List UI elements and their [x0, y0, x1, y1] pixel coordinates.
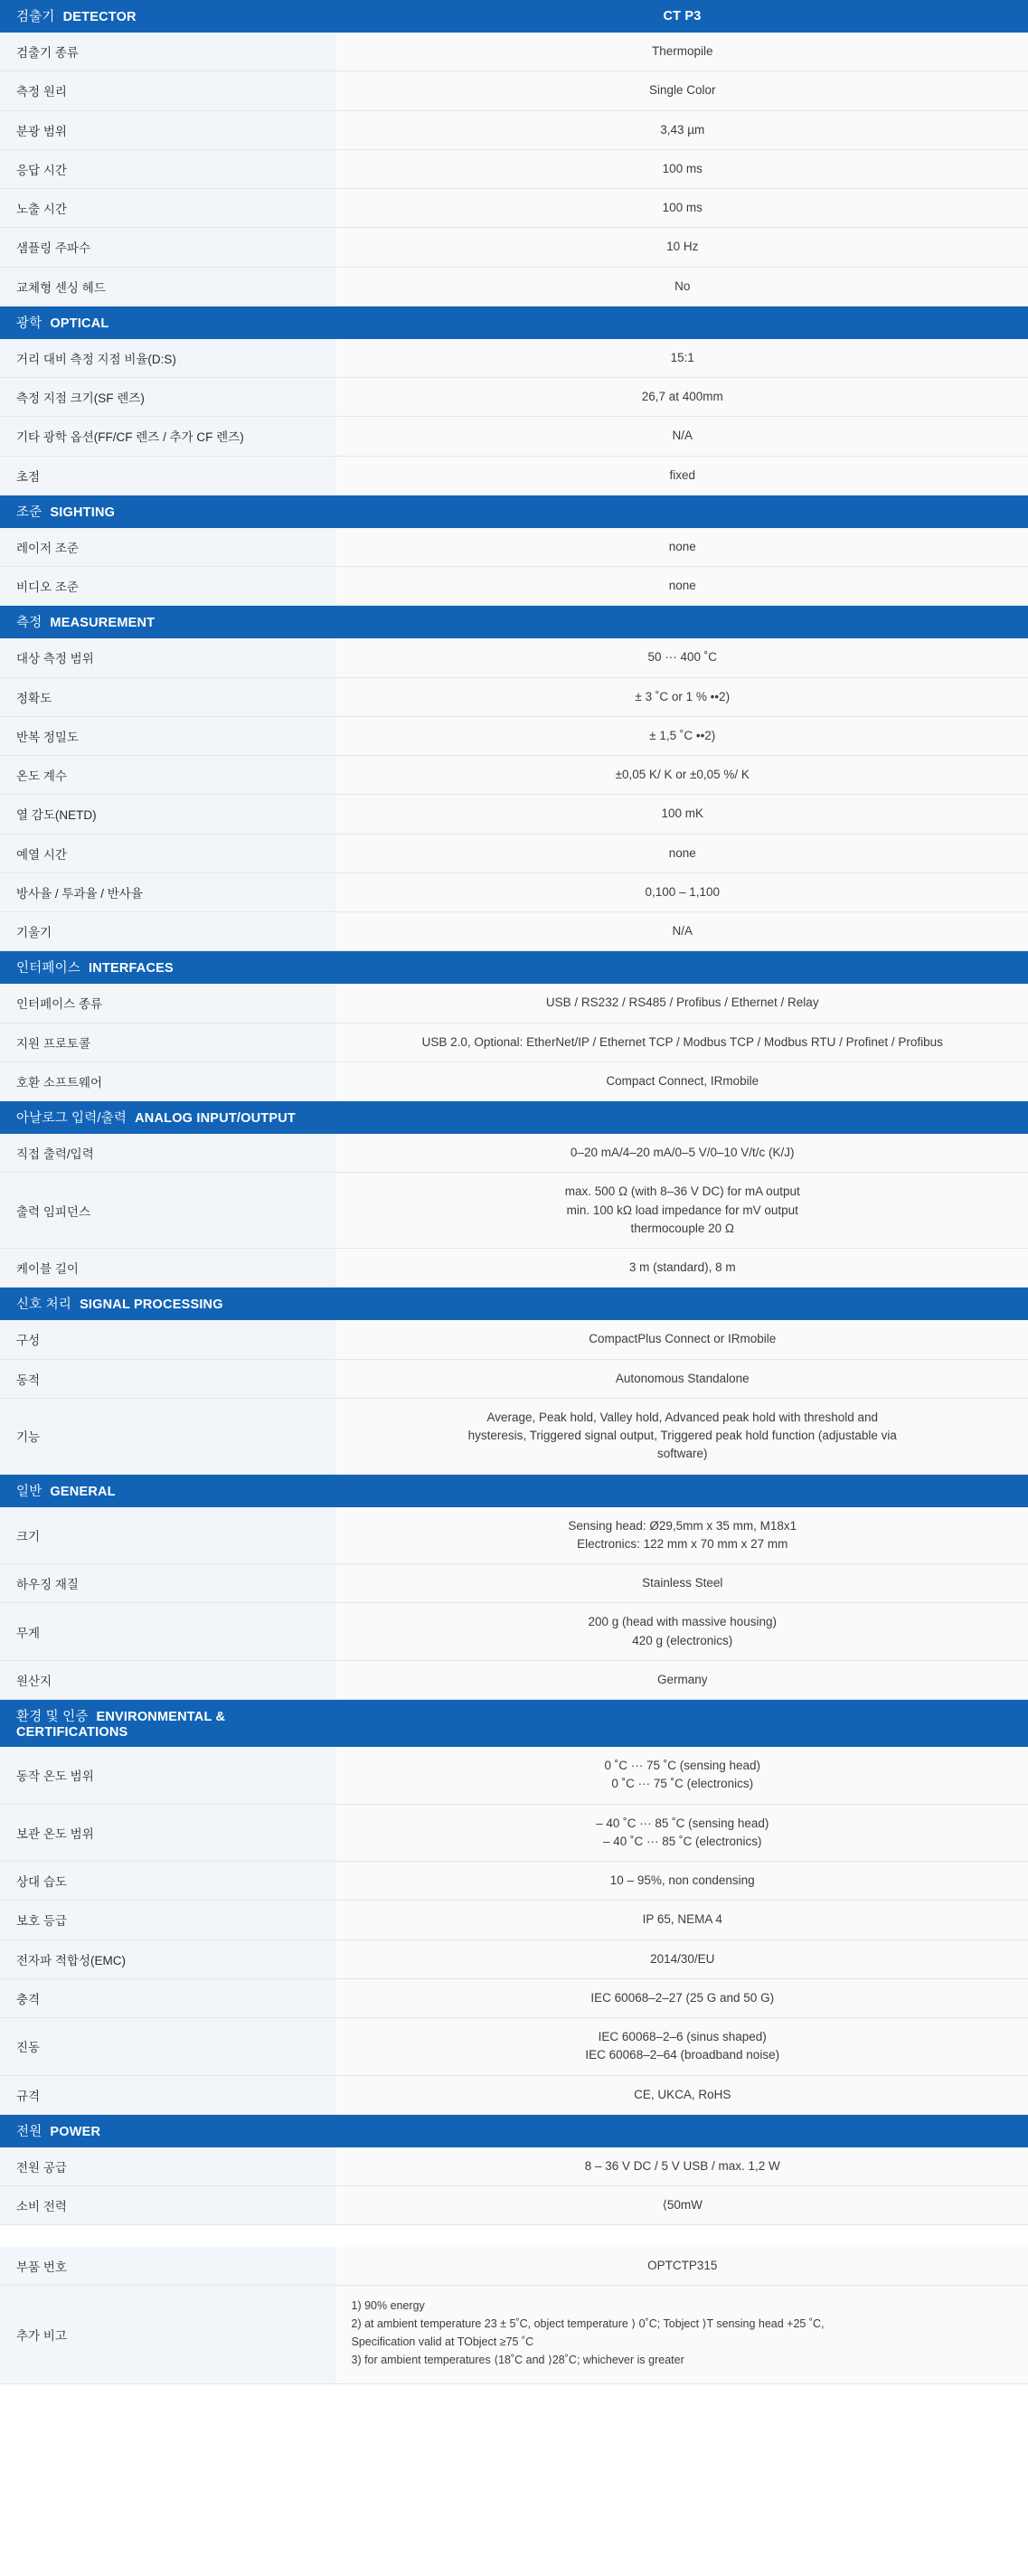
spec-row: [0, 71, 1028, 110]
spec-label: 규격: [0, 2075, 336, 2114]
section-title-en: ENVIRONMENTAL & CERTIFICATIONS: [16, 1710, 226, 1740]
spec-value-line: 8 – 36 V DC / 5 V USB / max. 1,2 W: [584, 2158, 780, 2173]
spec-label: 무게: [0, 1603, 336, 1661]
spec-label: 직접 출력/입력: [0, 1134, 336, 1173]
spec-row: [0, 638, 1028, 677]
spec-value-line: 420 g (electronics): [632, 1633, 733, 1647]
spec-row: [0, 2147, 1028, 2186]
section-header-title: [0, 1288, 336, 1321]
spec-value: [336, 2018, 1028, 2076]
spec-label: 전자파 적합성(EMC): [0, 1939, 336, 1978]
spec-label: 측정 지점 크기(SF 렌즈): [0, 378, 336, 417]
spec-row: [0, 1901, 1028, 1939]
spec-row: [0, 912, 1028, 951]
spec-value: [336, 339, 1028, 378]
spec-value: [336, 2147, 1028, 2186]
spec-label: 방사율 / 투과율 / 반사율: [0, 873, 336, 911]
spec-value-line: ±0,05 K/ K or ±0,05 %/ K: [615, 768, 750, 781]
spec-value: [336, 716, 1028, 755]
spec-row: [0, 417, 1028, 456]
spec-value: [336, 795, 1028, 834]
spec-value: [336, 1359, 1028, 1398]
section-header-title: [0, 951, 336, 985]
spec-label: 열 감도(NETD): [0, 795, 336, 834]
spec-value-line: none: [668, 539, 696, 553]
spec-value-line: 3 m (standard), 8 m: [628, 1260, 736, 1274]
spec-label: 구성: [0, 1320, 336, 1359]
spec-row: [0, 567, 1028, 606]
section-header-title: [0, 306, 336, 339]
section-title-ko: 신호 처리: [16, 1297, 72, 1313]
section-title-ko: 인터페이스: [16, 961, 81, 977]
footer-label: 부품 번호: [0, 2247, 336, 2286]
spec-value: [336, 1747, 1028, 1804]
spec-label: 정확도: [0, 677, 336, 716]
section-title-en: GENERAL: [50, 1484, 116, 1499]
spec-label: 출력 임피던스: [0, 1173, 336, 1249]
spec-value: [336, 1939, 1028, 1978]
spec-value-line: 0–20 mA/4–20 mA/0–5 V/0–10 V/t/c (K/J): [570, 1146, 795, 1159]
spec-label: 충격: [0, 1978, 336, 2017]
spec-label: 측정 원리: [0, 71, 336, 110]
spec-value-line: Stainless Steel: [642, 1576, 723, 1590]
section-header-row: [0, 1288, 1028, 1321]
spec-row: [0, 677, 1028, 716]
spec-row: [0, 267, 1028, 306]
spec-value-line: 100 ms: [662, 201, 703, 214]
separator-cell-right: [336, 2225, 1028, 2247]
spec-value: [336, 1901, 1028, 1939]
footer-value-line: OPTCTP315: [647, 2258, 718, 2272]
section-title-en: MEASUREMENT: [50, 616, 156, 631]
spec-row: [0, 716, 1028, 755]
spec-value-line: none: [668, 845, 696, 860]
spec-row: [0, 1134, 1028, 1173]
spec-row: [0, 2018, 1028, 2076]
spec-row: [0, 1507, 1028, 1564]
spec-value-line: USB / RS232 / RS485 / Profibus / Ethernet / Relay: [545, 995, 819, 1010]
spec-value-line: 0 ˚C ··· 75 ˚C (electronics): [611, 1777, 754, 1791]
spec-value-line: Germany: [656, 1672, 708, 1686]
spec-row: [0, 1862, 1028, 1901]
spec-row: [0, 1804, 1028, 1862]
spec-row: [0, 1398, 1028, 1474]
spec-value: [336, 1062, 1028, 1100]
spec-value-line: software): [656, 1447, 708, 1461]
section-header-title: [0, 1700, 336, 1748]
spec-value-line: Compact Connect, IRmobile: [606, 1073, 759, 1088]
section-header-title: [0, 1101, 336, 1135]
section-title-en: INTERFACES: [89, 961, 174, 977]
spec-row: [0, 378, 1028, 417]
section-header-value: CT P3: [336, 0, 1028, 33]
section-title-en: OPTICAL: [50, 316, 109, 331]
footer-value-line: 1) 90% energy: [351, 2299, 425, 2312]
spec-value-line: CE, UKCA, RoHS: [634, 2087, 731, 2101]
spec-label: 예열 시간: [0, 834, 336, 873]
spec-value-line: 100 ms: [662, 161, 703, 175]
spec-value: [336, 567, 1028, 606]
spec-value-line: IP 65, NEMA 4: [642, 1912, 722, 1927]
section-title-ko: 조준: [16, 505, 42, 520]
spec-value-line: IEC 60068–2–64 (broadband noise): [585, 2048, 780, 2062]
section-header-value: [336, 1700, 1028, 1748]
section-header-title: [0, 606, 336, 639]
spec-value-line: 3,43 µm: [660, 122, 705, 137]
spec-row: [0, 339, 1028, 378]
spec-value: [336, 1173, 1028, 1249]
spec-label: 기능: [0, 1398, 336, 1474]
section-title-ko: 광학: [16, 316, 42, 331]
footer-value: [336, 2247, 1028, 2286]
spec-value-line: thermocouple 20 Ω: [630, 1221, 734, 1235]
spec-row: [0, 189, 1028, 228]
spec-row: [0, 228, 1028, 267]
spec-value-line: Average, Peak hold, Valley hold, Advanced peak hold with threshold and: [486, 1410, 879, 1424]
spec-value-line: – 40 ˚C ··· 85 ˚C (electronics): [602, 1834, 762, 1848]
spec-value: [336, 456, 1028, 495]
spec-value-line: Sensing head: Ø29,5mm x 35 mm, M18x1: [568, 1518, 797, 1533]
spec-value: [336, 71, 1028, 110]
spec-value-line: N/A: [672, 924, 693, 938]
spec-label: 케이블 길이: [0, 1249, 336, 1288]
spec-label: 보호 등급: [0, 1901, 336, 1939]
spec-label: 샘플링 주파수: [0, 228, 336, 267]
section-header-value: [336, 1288, 1028, 1321]
spec-label: 분광 범위: [0, 110, 336, 149]
bottom-spacer: [0, 2384, 1028, 2420]
spec-value: [336, 1398, 1028, 1474]
spec-row: [0, 1062, 1028, 1100]
spec-value-line: 0 ˚C ··· 75 ˚C (sensing head): [604, 1759, 761, 1772]
spec-value-line: No: [674, 278, 691, 293]
spec-row: [0, 984, 1028, 1023]
spec-row: [0, 834, 1028, 873]
spec-value: [336, 1660, 1028, 1699]
spec-row: [0, 1660, 1028, 1699]
spec-value-line: 200 g (head with massive housing): [588, 1615, 778, 1629]
section-header-row: [0, 1101, 1028, 1135]
spec-value: [336, 110, 1028, 149]
spec-value: [336, 1804, 1028, 1862]
spec-label: 기타 광학 옵션(FF/CF 렌즈 / 추가 CF 렌즈): [0, 417, 336, 456]
spec-value: [336, 1862, 1028, 1901]
footer-row: [0, 2247, 1028, 2286]
section-header-row: [0, 495, 1028, 528]
section-header-row: [0, 306, 1028, 339]
separator-cell-left: [0, 2225, 336, 2247]
spec-value: [336, 756, 1028, 795]
footer-value-line: 2) at ambient temperature 23 ± 5˚C, object temperature ⟩ 0˚C; Tobject ⟩T sensing head +25 ˚C,: [351, 2317, 825, 2330]
section-header-row: [0, 0, 1028, 33]
spec-label: 레이저 조준: [0, 528, 336, 567]
spec-value-line: – 40 ˚C ··· 85 ˚C (sensing head): [596, 1816, 769, 1830]
spec-row: [0, 873, 1028, 911]
spec-value-line: USB 2.0, Optional: EtherNet/IP / Ethernet TCP / Modbus TCP / Modbus RTU / Profinet / Profibus: [421, 1034, 943, 1049]
spec-value: [336, 1603, 1028, 1661]
section-header-value: [336, 495, 1028, 528]
spec-value-line: Thermopile: [651, 44, 713, 58]
section-title-en: SIGNAL PROCESSING: [80, 1297, 223, 1313]
spec-row: [0, 528, 1028, 567]
spec-label: 진동: [0, 2018, 336, 2076]
spec-value-line: fixed: [669, 467, 696, 482]
spec-label: 상대 습도: [0, 1862, 336, 1901]
section-header-title: [0, 1474, 336, 1507]
spec-row: [0, 1359, 1028, 1398]
section-header-title: [0, 0, 336, 33]
footer-value: [336, 2286, 1028, 2384]
spec-value: [336, 33, 1028, 71]
spec-value: [336, 1978, 1028, 2017]
spec-value-line: 26,7 at 400mm: [641, 390, 723, 403]
footer-label: 추가 비고: [0, 2286, 336, 2384]
spec-label: 초점: [0, 456, 336, 495]
spec-label: 검출기 종류: [0, 33, 336, 71]
section-header-row: [0, 951, 1028, 985]
spec-value-line: ± 3 ˚C or 1 % ••2): [635, 689, 731, 703]
spec-value-line: ± 1,5 ˚C ••2): [649, 728, 716, 742]
spec-value-line: hysteresis, Triggered signal output, Triggered peak hold function (adjustable via: [467, 1429, 897, 1442]
spec-row: [0, 33, 1028, 71]
spec-value: [336, 834, 1028, 873]
spec-value-line: 2014/30/EU: [650, 1951, 715, 1966]
spec-value-line: N/A: [672, 429, 693, 443]
spec-value-line: min. 100 kΩ load impedance for mV output: [566, 1203, 798, 1217]
spec-row: [0, 1249, 1028, 1288]
spec-label: 전원 공급: [0, 2147, 336, 2186]
section-header-value: [336, 606, 1028, 639]
spec-value-line: IEC 60068–2–27 (25 G and 50 G): [590, 1990, 775, 2005]
spec-label: 온도 계수: [0, 756, 336, 795]
section-title-en: DETECTOR: [62, 10, 137, 24]
spec-row: [0, 1603, 1028, 1661]
spec-value: [336, 1249, 1028, 1288]
section-title-ko: 측정: [16, 616, 42, 631]
spec-value-line: IEC 60068–2–6 (sinus shaped): [598, 2030, 767, 2043]
spec-label: 보관 온도 범위: [0, 1804, 336, 1862]
section-title-ko: 전원: [16, 2124, 42, 2139]
spec-label: 원산지: [0, 1660, 336, 1699]
spec-value: [336, 1564, 1028, 1603]
spec-value-line: 0,100 – 1,100: [645, 884, 721, 899]
spec-label: 반복 정밀도: [0, 716, 336, 755]
section-title-ko: 검출기: [16, 10, 55, 24]
spec-row: [0, 1023, 1028, 1062]
spec-row: [0, 1320, 1028, 1359]
spec-value: [336, 2075, 1028, 2114]
spec-value: [336, 912, 1028, 951]
spec-row: [0, 149, 1028, 188]
spec-value-line: 15:1: [670, 350, 694, 364]
spec-label: 인터페이스 종류: [0, 984, 336, 1023]
footer-value-line: 3) for ambient temperatures ⟨18˚C and ⟩28˚C; whichever is greater: [351, 2354, 684, 2366]
section-title-ko: 아날로그 입력/출력: [16, 1111, 127, 1126]
section-header-value: [336, 306, 1028, 339]
spec-value: [336, 638, 1028, 677]
section-title-en: SIGHTING: [50, 505, 116, 520]
section-header-row: [0, 2114, 1028, 2147]
spec-label: 응답 시간: [0, 149, 336, 188]
section-header-row: [0, 1474, 1028, 1507]
spec-value: [336, 378, 1028, 417]
spec-value-line: Electronics: 122 mm x 70 mm x 27 mm: [577, 1536, 788, 1551]
spec-value-line: none: [668, 579, 696, 592]
section-header-value: [336, 951, 1028, 985]
section-header-row: [0, 606, 1028, 639]
spec-value-line: CompactPlus Connect or IRmobile: [589, 1332, 777, 1346]
spec-label: 거리 대비 측정 지점 비율(D:S): [0, 339, 336, 378]
spec-value: [336, 149, 1028, 188]
spec-value: [336, 528, 1028, 567]
spec-value: [336, 677, 1028, 716]
section-header-value: [336, 1474, 1028, 1507]
spec-value: [336, 2186, 1028, 2225]
section-title-ko: 환경 및 인증: [16, 1710, 89, 1724]
section-header-row: [0, 1700, 1028, 1748]
separator-row: [0, 2225, 1028, 2247]
spec-row: [0, 2075, 1028, 2114]
spec-value: [336, 1134, 1028, 1173]
spec-value: [336, 267, 1028, 306]
section-header-title: [0, 495, 336, 528]
spec-label: 대상 측정 범위: [0, 638, 336, 677]
spec-label: 노출 시간: [0, 189, 336, 228]
spec-value: [336, 1320, 1028, 1359]
spec-row: [0, 2186, 1028, 2225]
spec-label: 호환 소프트웨어: [0, 1062, 336, 1100]
spec-value-line: Autonomous Standalone: [615, 1371, 750, 1385]
spec-row: [0, 1747, 1028, 1804]
spec-row: [0, 1564, 1028, 1603]
spec-label: 비디오 조준: [0, 567, 336, 606]
spec-value: [336, 228, 1028, 267]
section-title-en: POWER: [50, 2124, 101, 2139]
spec-label: 하우징 재질: [0, 1564, 336, 1603]
spec-value-line: 10 Hz: [666, 240, 699, 254]
spec-value: [336, 417, 1028, 456]
spec-value-line: 10 – 95%, non condensing: [609, 1873, 755, 1887]
spec-value: [336, 1023, 1028, 1062]
spec-value: [336, 873, 1028, 911]
section-header-title: [0, 2114, 336, 2147]
spec-value-line: 100 mK: [661, 807, 704, 821]
spec-row: [0, 110, 1028, 149]
spec-value-line: 50 ··· 400 ˚C: [647, 650, 718, 665]
spec-row: [0, 1939, 1028, 1978]
spec-label: 지원 프로토콜: [0, 1023, 336, 1062]
footer-value-line: Specification valid at TObject ≥75 ˚C: [351, 2335, 534, 2348]
spec-value-line: Single Color: [648, 83, 716, 98]
section-title-ko: 일반: [16, 1484, 42, 1499]
section-header-value: [336, 1101, 1028, 1135]
spec-value-line: max. 500 Ω (with 8–36 V DC) for mA output: [564, 1184, 800, 1199]
spec-label: 교체형 센싱 헤드: [0, 267, 336, 306]
section-header-value: [336, 2114, 1028, 2147]
spec-label: 소비 전력: [0, 2186, 336, 2225]
spec-label: 동적: [0, 1359, 336, 1398]
spec-row: [0, 1173, 1028, 1249]
spec-label: 기울기: [0, 912, 336, 951]
spec-label: 동작 온도 범위: [0, 1747, 336, 1804]
spec-value: [336, 189, 1028, 228]
spec-value-line: ⟨50mW: [662, 2198, 703, 2212]
spec-row: [0, 1978, 1028, 2017]
spec-row: [0, 795, 1028, 834]
footer-row: [0, 2286, 1028, 2384]
spec-row: [0, 756, 1028, 795]
spec-label: 크기: [0, 1507, 336, 1564]
spec-value: [336, 1507, 1028, 1564]
spec-row: [0, 456, 1028, 495]
section-title-en: ANALOG INPUT/OUTPUT: [135, 1111, 296, 1126]
spec-value: [336, 984, 1028, 1023]
